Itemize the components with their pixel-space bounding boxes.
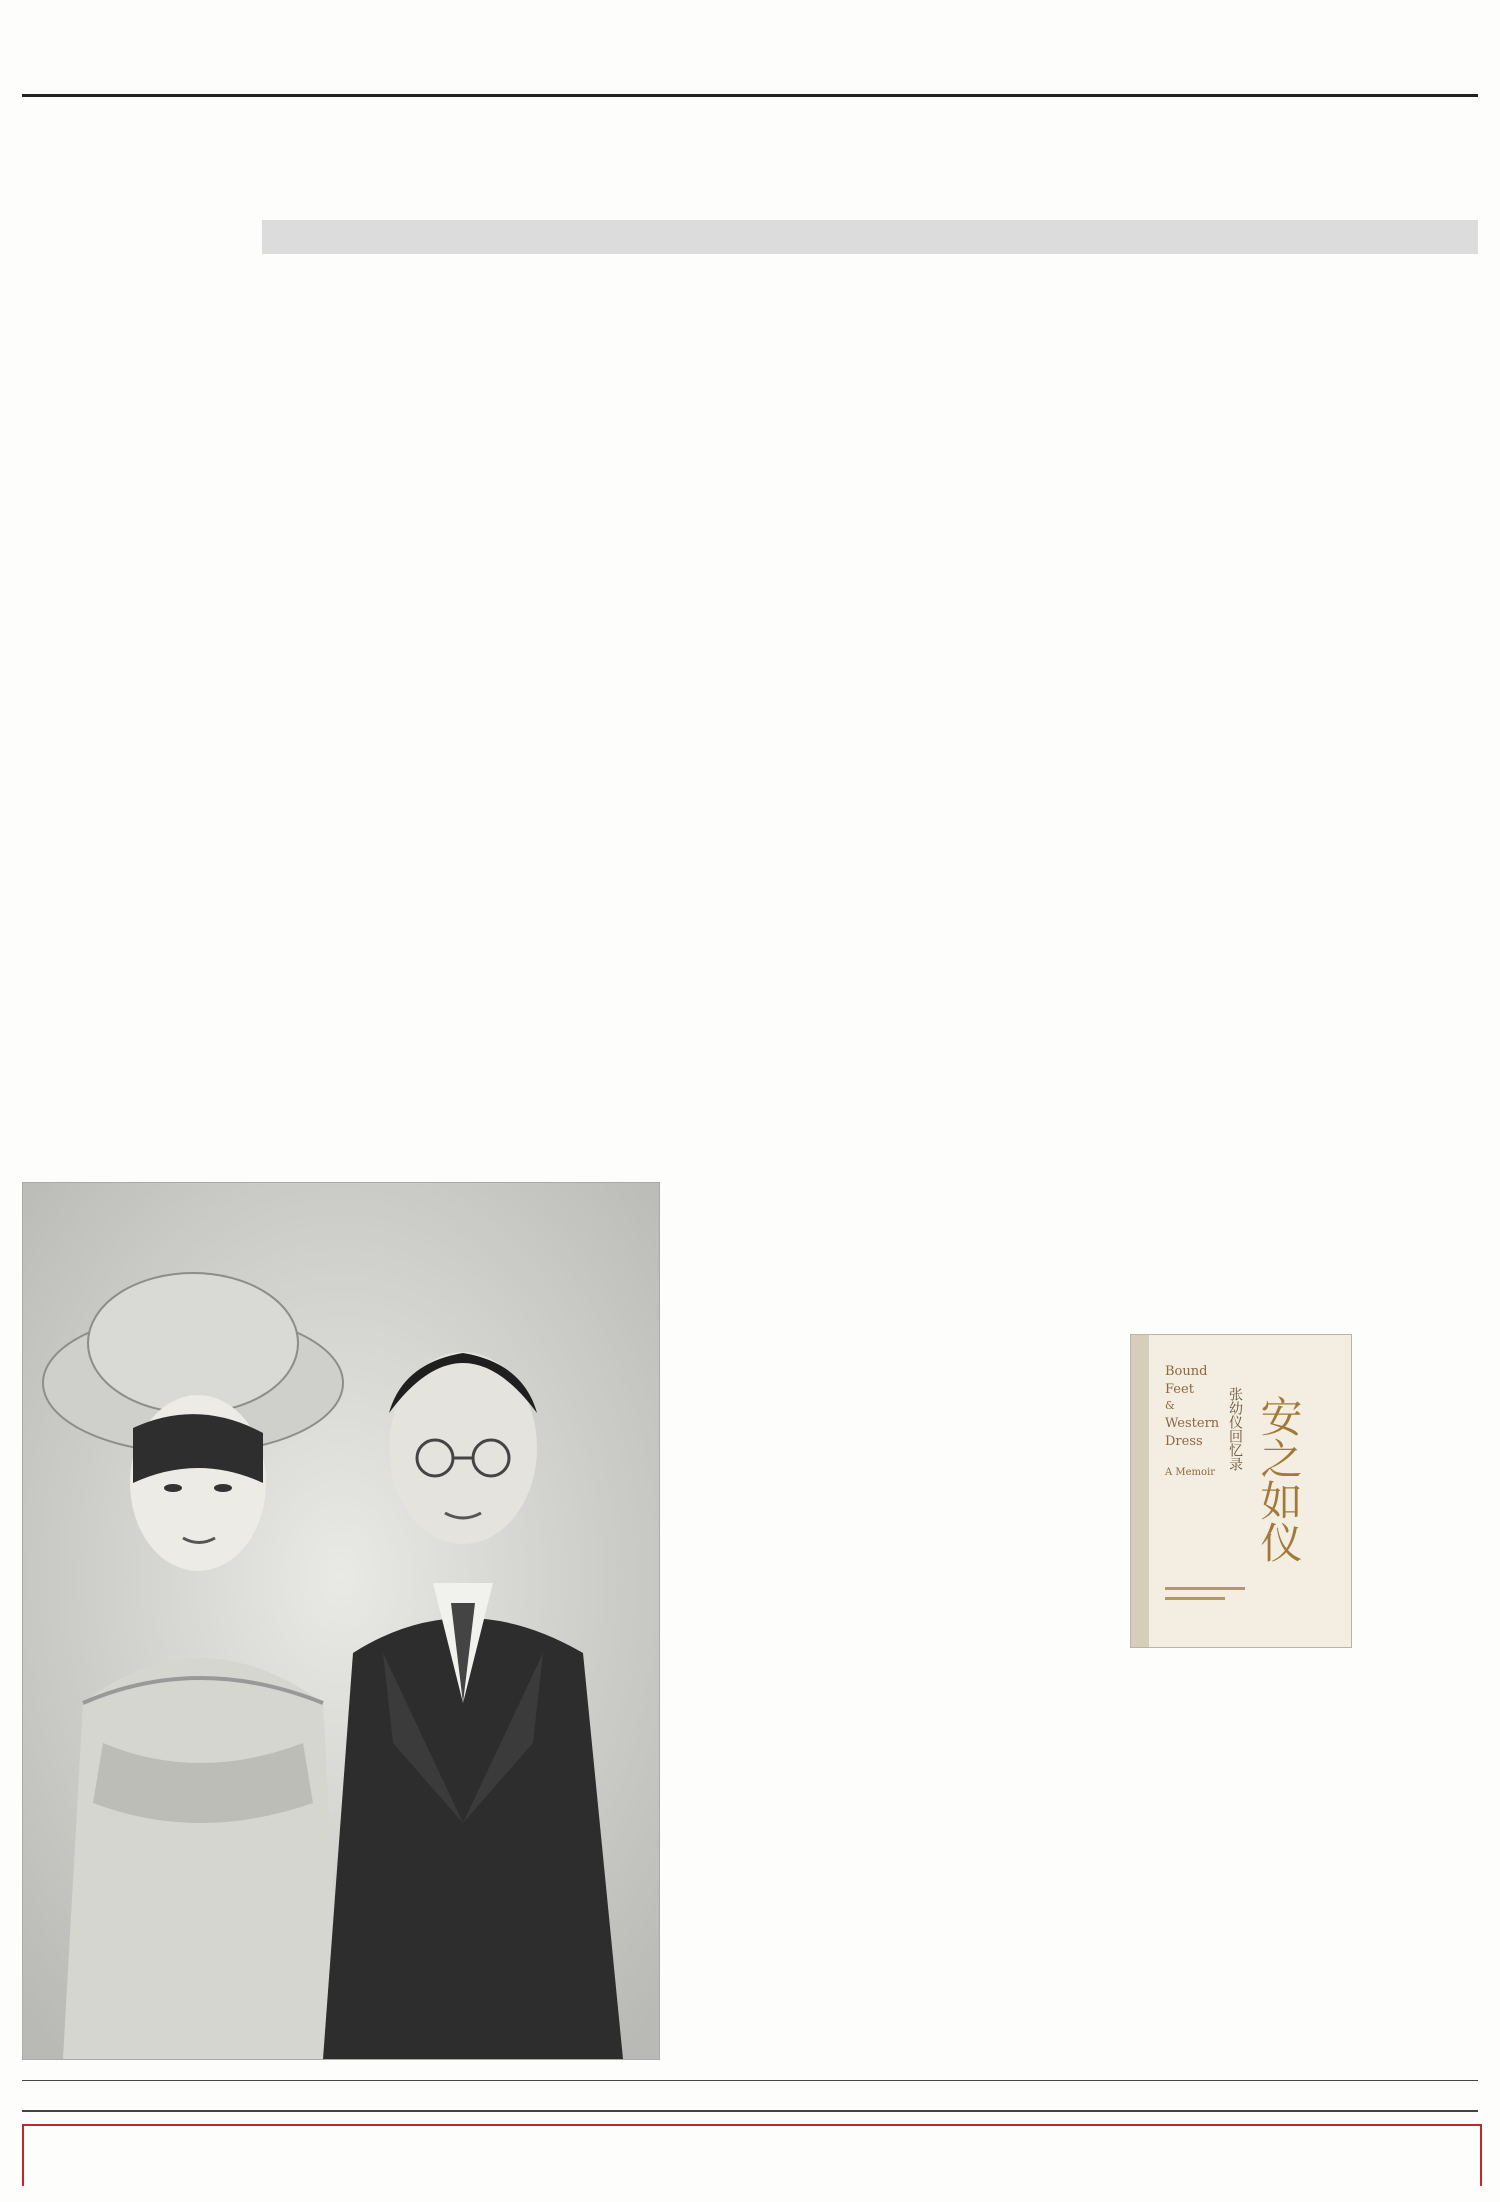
cover-en-title: Bound bbox=[1165, 1364, 1208, 1379]
lead-divider-bar bbox=[262, 220, 1478, 254]
body-column-3 bbox=[1106, 262, 1480, 1290]
footer-rule bbox=[22, 2080, 1478, 2081]
photo-illustration bbox=[23, 1183, 659, 2059]
ad-top-rule bbox=[22, 2110, 1478, 2112]
cover-cn-title: 安之如仪 bbox=[1254, 1395, 1304, 1563]
svg-text:Western: Western bbox=[1165, 1416, 1220, 1431]
cover-en-subtitle: A Memoir bbox=[1165, 1467, 1216, 1478]
book-cover-art bbox=[1131, 1335, 1351, 1647]
header-rule bbox=[22, 94, 1478, 97]
ad-frame bbox=[22, 2124, 1482, 2186]
svg-text:Feet: Feet bbox=[1165, 1382, 1194, 1397]
svg-text:Dress: Dress bbox=[1165, 1434, 1203, 1449]
cover-cn-subtitle: 张幼仪回忆录 bbox=[1227, 1387, 1243, 1471]
book-cover bbox=[1130, 1334, 1352, 1648]
body-column-2 bbox=[684, 262, 1080, 2068]
body-column-1 bbox=[264, 262, 656, 1164]
article-lead bbox=[270, 108, 1478, 216]
svg-text:&: & bbox=[1165, 1399, 1175, 1412]
couple-photo bbox=[22, 1182, 660, 2060]
